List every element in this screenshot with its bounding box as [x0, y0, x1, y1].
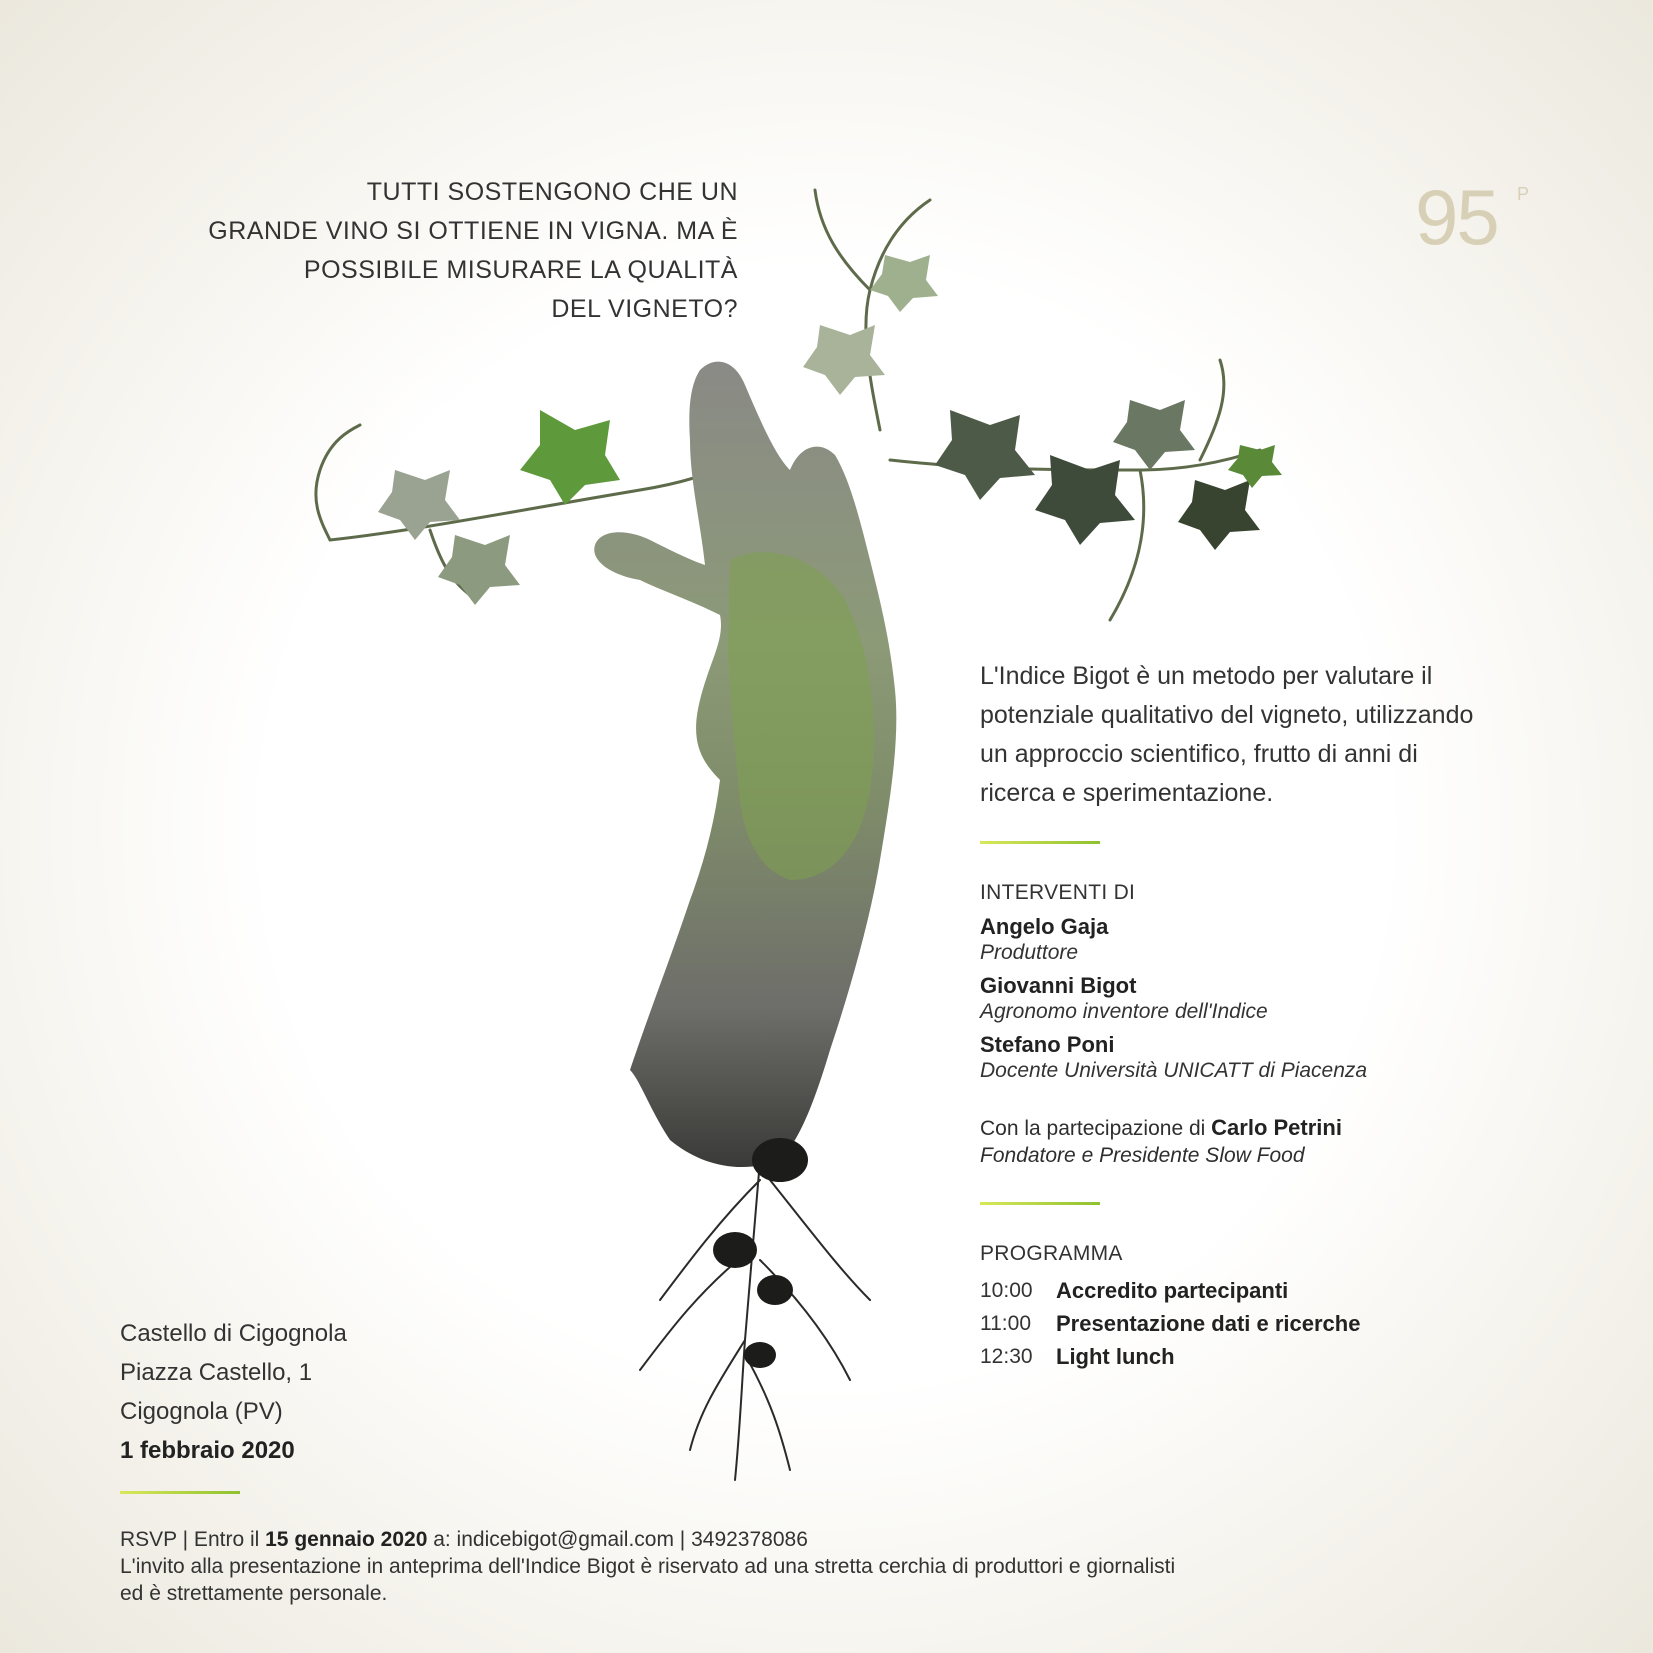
rsvp-block	[120, 1526, 1540, 1607]
logo-number: 95	[1415, 173, 1498, 261]
guest-role: Fondatore e Presidente Slow Food	[980, 1144, 1305, 1167]
speakers-list	[980, 913, 1600, 1090]
program-label: Accredito partecipanti	[1056, 1278, 1289, 1303]
speakers-heading: INTERVENTI DI	[980, 881, 1136, 904]
speaker-name: Angelo Gaja	[980, 914, 1109, 939]
speaker-entry	[980, 1031, 1600, 1084]
rsvp-note: L'invito alla presentazione in anteprima dell'Indice Bigot è riservato ad una stretta cerchia di produttori e giornalisti	[120, 1555, 1176, 1578]
divider-rule	[980, 841, 1100, 844]
program-time: 10:00	[980, 1279, 1033, 1302]
roots	[640, 1160, 870, 1480]
intro-line: L'Indice Bigot è un metodo per valutare il	[980, 662, 1433, 690]
venue-address: Piazza Castello, 1	[120, 1359, 313, 1386]
intro-line: potenziale qualitativo del vigneto, utilizzando	[980, 701, 1474, 729]
logo-superscript: P	[1517, 184, 1530, 204]
program-label: Light lunch	[1056, 1344, 1175, 1369]
program-list	[980, 1274, 1600, 1373]
program-time: 12:30	[980, 1345, 1033, 1368]
rsvp-note: ed è strettamente personale.	[120, 1582, 388, 1605]
program-time: 11:00	[980, 1312, 1031, 1335]
venue-city: Cigognola (PV)	[120, 1398, 283, 1425]
program-heading: PROGRAMMA	[980, 1242, 1123, 1265]
speaker-name: Giovanni Bigot	[980, 973, 1137, 998]
event-date: 1 febbraio 2020	[120, 1437, 295, 1464]
speaker-entry	[980, 972, 1600, 1025]
intro-line: un approccio scientifico, frutto di anni di	[980, 740, 1418, 768]
guest-line	[980, 1114, 1600, 1142]
divider-rule	[120, 1491, 240, 1494]
headline-line: GRANDE VINO SI OTTIENE IN VIGNA. MA È	[208, 217, 738, 245]
intro-paragraph	[980, 657, 1580, 813]
guest-name: Carlo Petrini	[1211, 1115, 1342, 1140]
venue-block	[120, 1314, 347, 1470]
soil-clumps	[713, 1138, 808, 1368]
program-label: Presentazione dati e ricerche	[1056, 1311, 1361, 1336]
venue-place: Castello di Cigognola	[120, 1320, 347, 1347]
speaker-role: Agronomo inventore dell'Indice	[980, 1000, 1268, 1023]
headline-line: TUTTI SOSTENGONO CHE UN	[366, 178, 738, 206]
speaker-role: Docente Università UNICATT di Piacenza	[980, 1059, 1368, 1082]
headline-line: DEL VIGNETO?	[551, 295, 738, 323]
program-item	[980, 1307, 1600, 1340]
speaker-name: Stefano Poni	[980, 1032, 1115, 1057]
program-item	[980, 1340, 1600, 1373]
guest-entry	[980, 1114, 1600, 1169]
rsvp-line	[120, 1526, 1540, 1553]
speaker-entry	[980, 913, 1600, 966]
rsvp-prefix: RSVP | Entro il	[120, 1528, 266, 1551]
headline-line: POSSIBILE MISURARE LA QUALITÀ	[303, 256, 738, 284]
intro-line: ricerca e sperimentazione.	[980, 779, 1274, 807]
rsvp-contact: a: indicebigot@gmail.com | 3492378086	[427, 1528, 808, 1551]
rsvp-deadline: 15 gennaio 2020	[265, 1528, 428, 1551]
guest-prefix: Con la partecipazione di	[980, 1117, 1212, 1140]
speaker-role: Produttore	[980, 941, 1079, 964]
divider-rule	[980, 1202, 1100, 1205]
program-item	[980, 1274, 1600, 1307]
